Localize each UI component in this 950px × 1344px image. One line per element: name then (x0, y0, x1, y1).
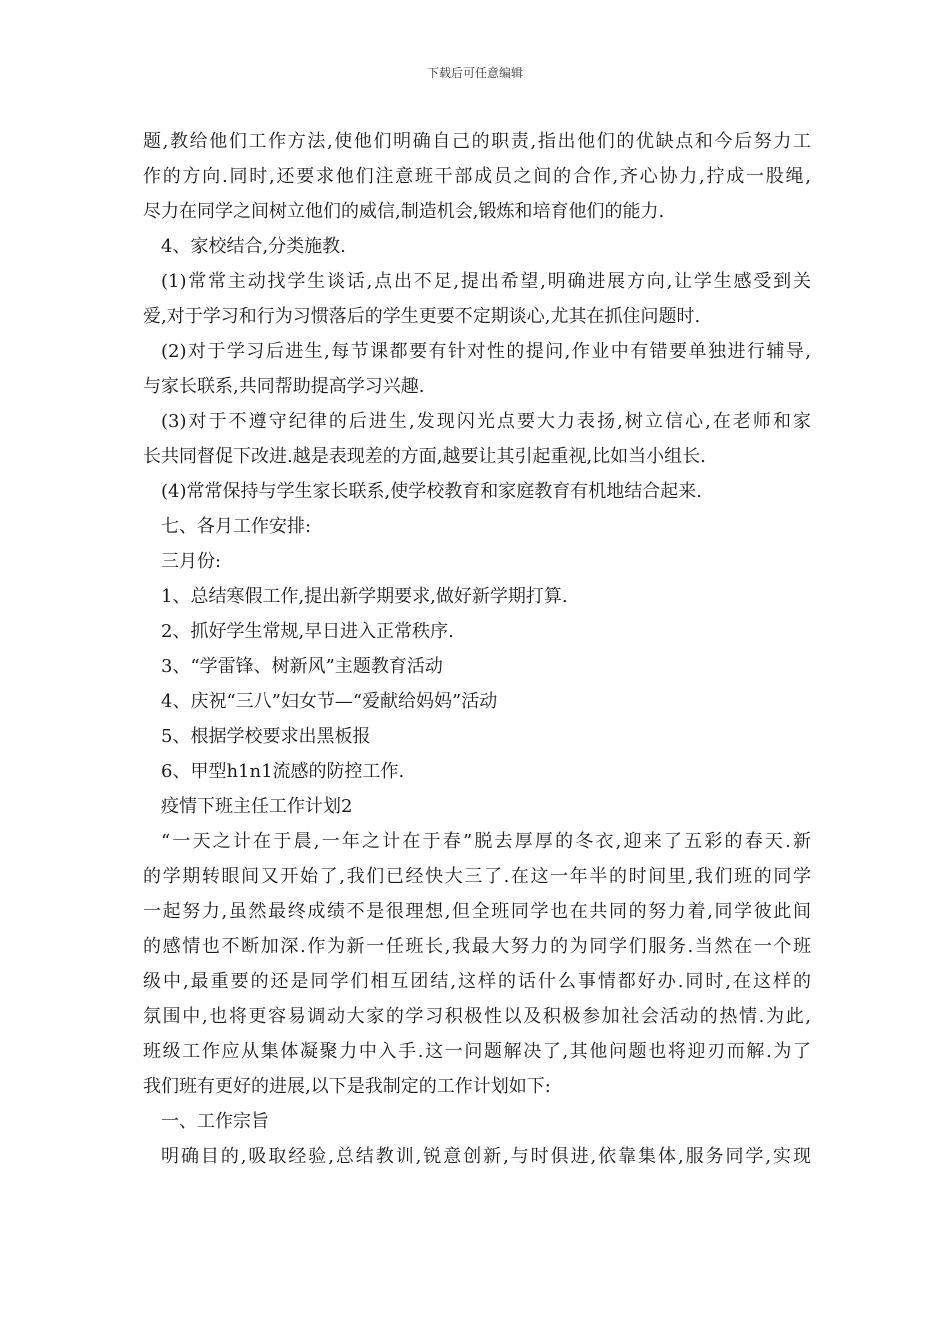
document-body (143, 124, 811, 1174)
text-line: 3、“学雷锋、树新风”主题教育活动 (161, 656, 443, 677)
text-line: 一、工作宗旨 (161, 1111, 269, 1132)
text-line: 5、根据学校要求出黑板报 (161, 726, 371, 747)
text-line: 4、家校结合,分类施教. (161, 236, 346, 257)
text-line: (2)对于学习后进生,每节课都要有针对性的提问,作业中有错要单独进行辅导, (161, 341, 811, 362)
text-line: 2、抓好学生常规,早日进入正常秩序. (161, 621, 454, 642)
text-line: 4、庆祝“三八”妇女节—“爱献给妈妈”活动 (161, 691, 498, 712)
text-line: 题,教给他们工作方法,使他们明确自己的职责,指出他们的优缺点和今后努力工 (143, 131, 811, 152)
text-line: “一天之计在于晨,一年之计在于春”脱去厚厚的冬衣,迎来了五彩的春天.新 (161, 831, 811, 852)
text-line: 的学期转眼间又开始了,我们已经快大三了.在这一年半的时间里,我们班的同学 (143, 866, 811, 887)
text-line: 1、总结寒假工作,提出新学期要求,做好新学期打算. (161, 586, 568, 607)
text-line: 爱,对于学习和行为习惯落后的学生更要不定期谈心,尤其在抓住问题时. (143, 306, 701, 327)
text-line: (4)常常保持与学生家长联系,使学校教育和家庭教育有机地结合起来. (161, 481, 702, 502)
text-line: 三月份: (161, 551, 222, 572)
text-line: 的感情也不断加深.作为新一任班长,我最大努力的为同学们服务.当然在一个班 (143, 936, 811, 957)
text-line: 长共同督促下改进.越是表现差的方面,越要让其引起重视,比如当小组长. (143, 446, 706, 467)
text-line: 氛围中,也将更容易调动大家的学习积极性以及积极参加社会活动的热情.为此, (143, 1006, 811, 1027)
text-line: 6、甲型h1n1流感的防控工作. (161, 761, 405, 782)
text-line: 尽力在同学之间树立他们的威信,制造机会,锻炼和培育他们的能力. (143, 201, 665, 222)
text-line: 班级工作应从集体凝聚力中入手.这一问题解决了,其他问题也将迎刃而解.为了 (143, 1041, 811, 1062)
text-line: 明确目的,吸取经验,总结教训,锐意创新,与时俱进,依靠集体,服务同学,实现 (161, 1146, 811, 1167)
text-line: 作的方向.同时,还要求他们注意班干部成员之间的合作,齐心协力,拧成一股绳, (143, 166, 811, 187)
text-line: 疫情下班主任工作计划2 (161, 796, 353, 817)
text-line: 七、各月工作安排: (161, 516, 312, 537)
text-line: (3)对于不遵守纪律的后进生,发现闪光点要大力表扬,树立信心,在老师和家 (161, 411, 811, 432)
text-line: (1)常常主动找学生谈话,点出不足,提出希望,明确进展方向,让学生感受到关 (161, 271, 811, 292)
text-line: 我们班有更好的进展,以下是我制定的工作计划如下: (143, 1076, 551, 1097)
text-line: 级中,最重要的还是同学们相互团结,这样的话什么事情都好办.同时,在这样的 (143, 971, 811, 992)
page-header: 下载后可任意编辑 (426, 66, 523, 80)
text-line: 一起努力,虽然最终成绩不是很理想,但全班同学也在共同的努力着,同学彼此间 (143, 901, 811, 922)
text-line: 与家长联系,共同帮助提高学习兴趣. (143, 376, 425, 397)
